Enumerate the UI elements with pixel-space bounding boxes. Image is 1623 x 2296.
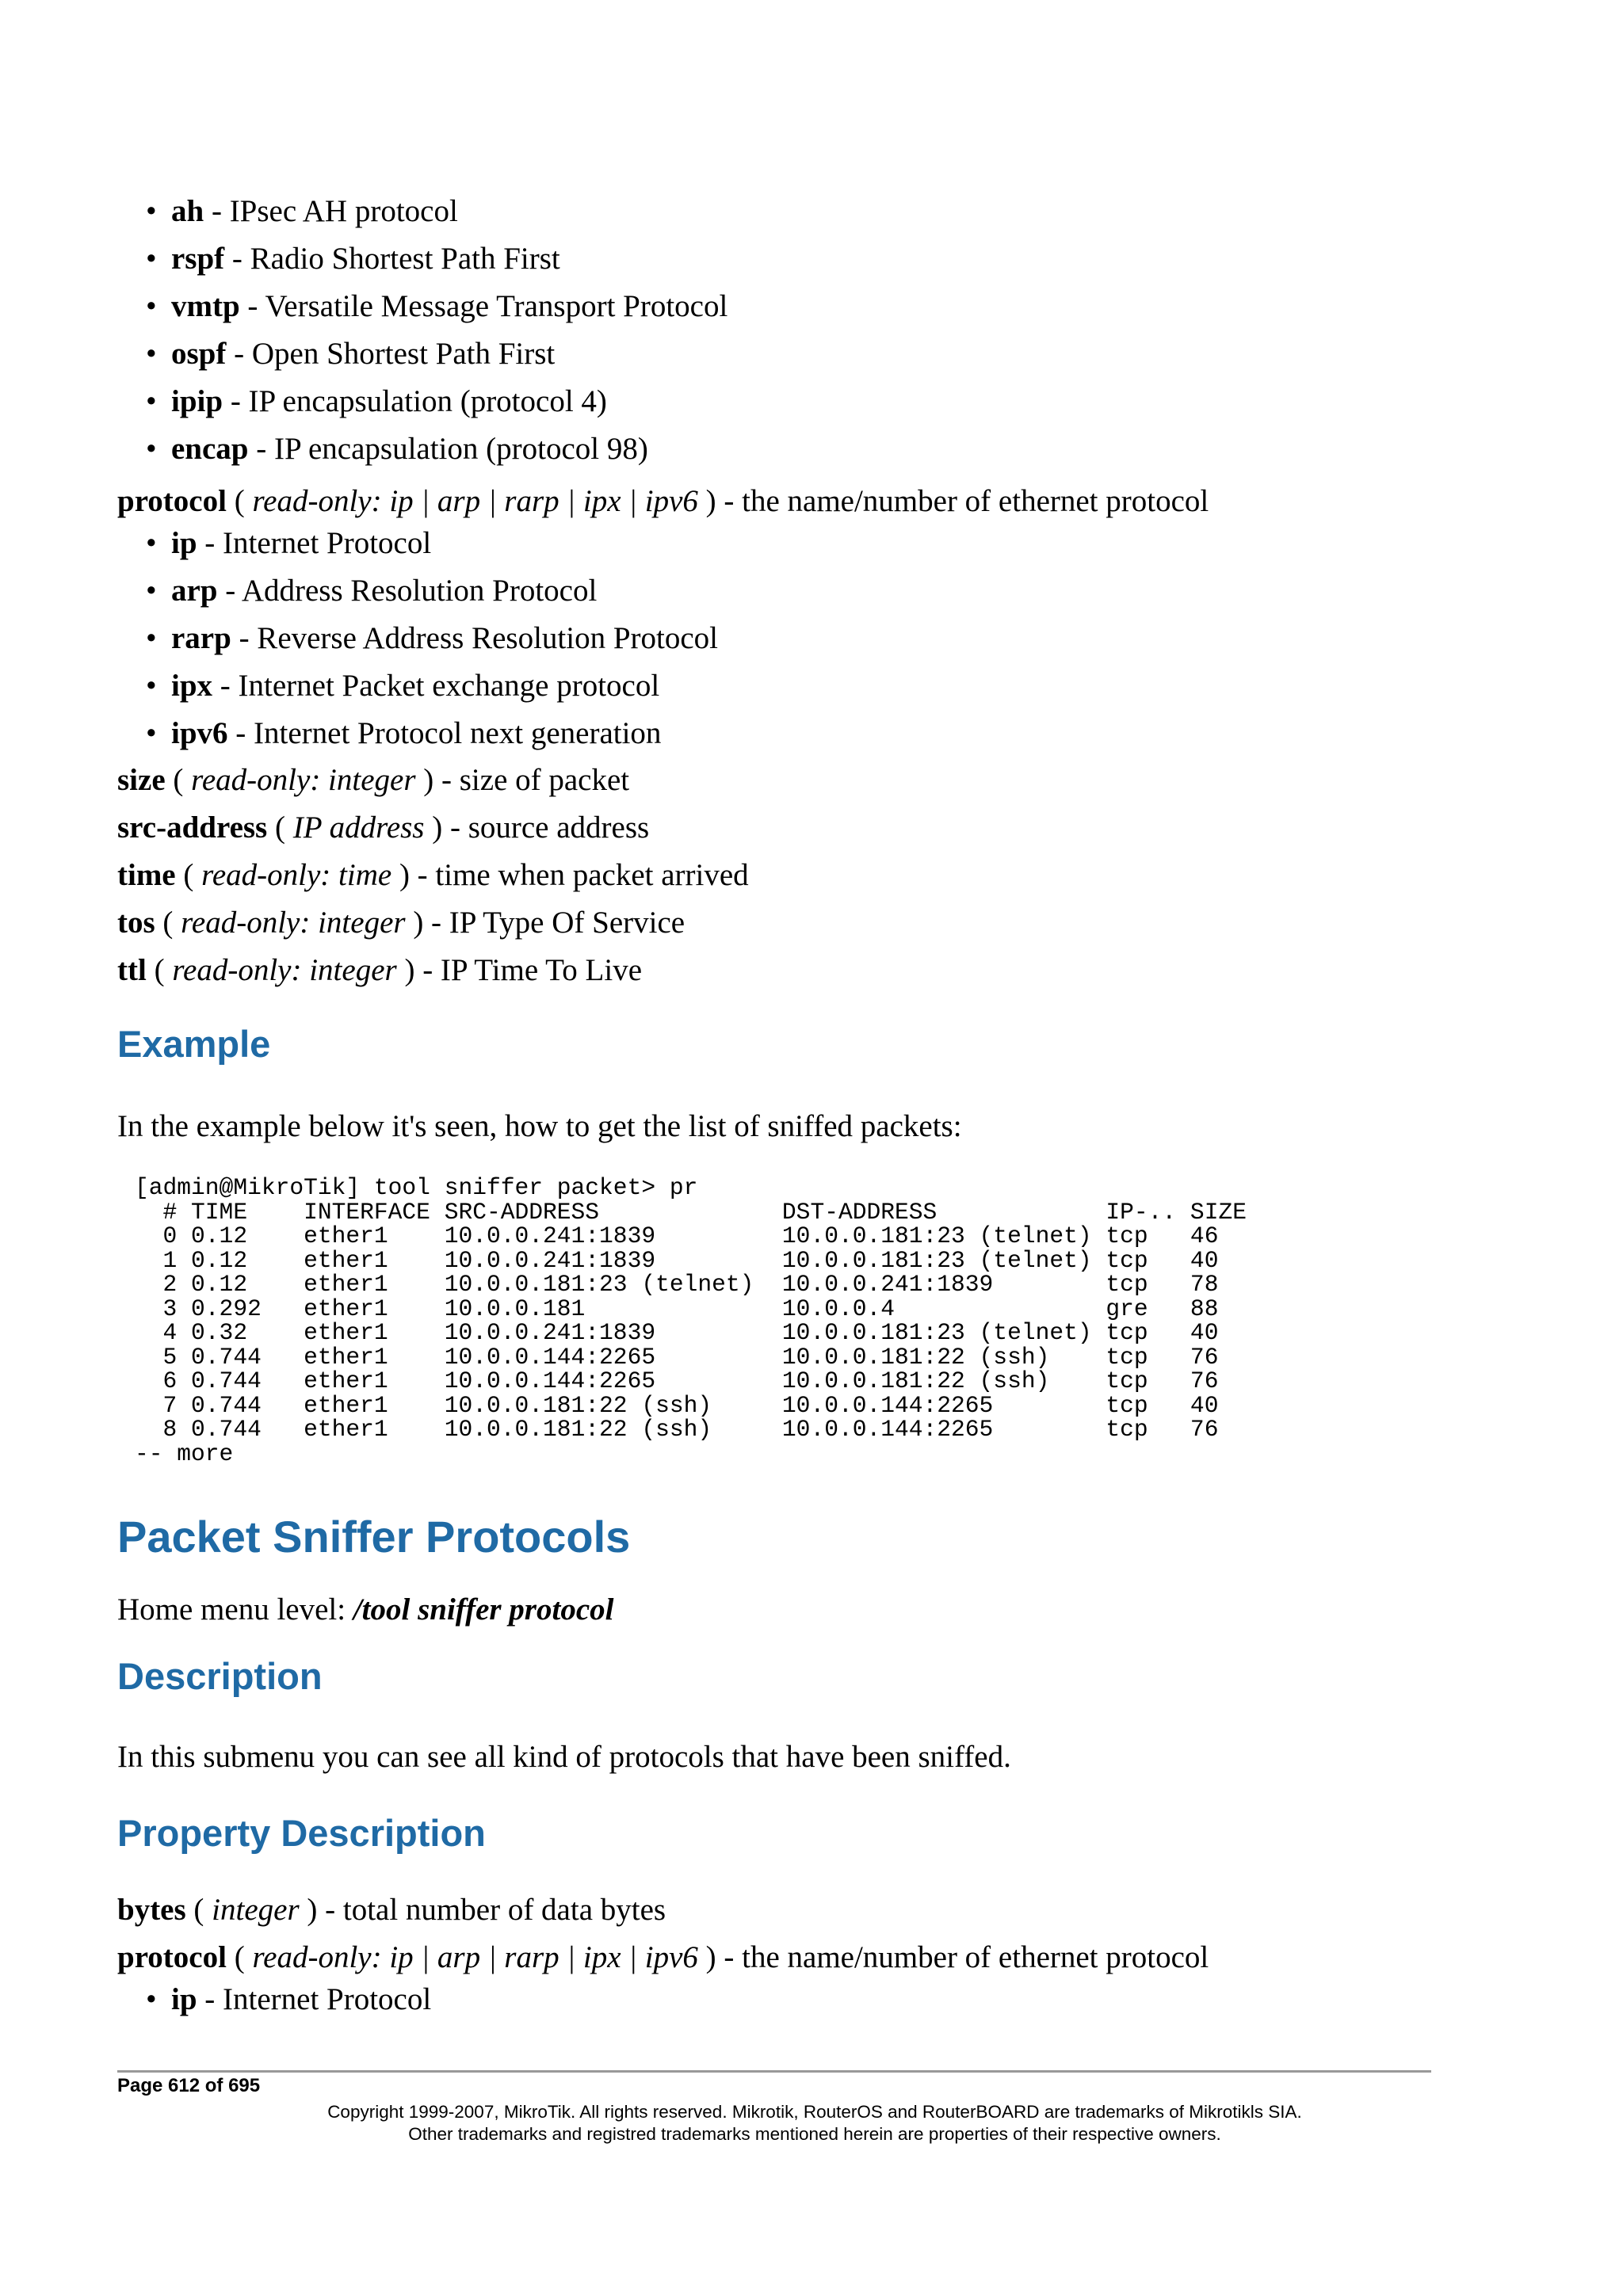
property-src-address: src-address ( IP address ) - source address (117, 810, 650, 845)
list-item: • vmtp - Versatile Message Transport Protocol (117, 283, 727, 330)
bullet-icon: • (146, 289, 157, 323)
property-protocol: protocol ( read-only: ip | arp | rarp | ipx | ipv6 ) - the name/number of ethernet protocol (117, 484, 1209, 518)
list-item: • rarp - Reverse Address Resolution Protocol (117, 615, 718, 662)
property-description-heading: Property Description (117, 1812, 486, 1854)
list-item: • ospf - Open Shortest Path First (117, 330, 727, 378)
property-size: size ( read-only: integer ) - size of packet (117, 763, 630, 797)
menu-path: /tool sniffer protocol (353, 1592, 614, 1627)
description-text: In this submenu you can see all kind of protocols that have been sniffed. (117, 1740, 1011, 1774)
list-item: • ip - Internet Protocol (117, 520, 718, 567)
last-bullet-list (117, 1976, 431, 2023)
bullet-icon: • (146, 1982, 157, 2016)
page-number: Page 612 of 695 (117, 2075, 261, 2096)
bullet-icon: • (146, 337, 157, 371)
bullet-icon: • (146, 242, 157, 276)
description-heading: Description (117, 1655, 323, 1697)
bullet-icon: • (146, 574, 157, 608)
property-list (117, 757, 749, 994)
list-item: • ip - Internet Protocol (117, 1976, 431, 2023)
protocol-bullet-list (117, 520, 718, 757)
list-item: • ah - IPsec AH protocol (117, 188, 727, 235)
bullet-icon: • (146, 526, 157, 560)
copyright-line-2: Other trademarks and registred trademarks mentioned herein are properties of their respective owners. (408, 2124, 1221, 2144)
list-item: • ipip - IP encapsulation (protocol 4) (117, 378, 727, 425)
list-item: • arp - Address Resolution Protocol (117, 567, 718, 615)
bullet-icon: • (146, 384, 157, 418)
list-item: • encap - IP encapsulation (protocol 98) (117, 425, 727, 473)
bullet-icon: • (146, 621, 157, 655)
home-menu-level: Home menu level: /tool sniffer protocol (117, 1592, 614, 1627)
property-time: time ( read-only: time ) - time when packet arrived (117, 858, 749, 892)
property-bytes: bytes ( integer ) - total number of data bytes (117, 1893, 666, 1927)
footer-rule (117, 2070, 1431, 2073)
example-heading: Example (117, 1023, 271, 1065)
code-block: [admin@MikroTik] tool sniffer packet> pr # TIME INTERFACE SRC-ADDRESS DST-ADDRESS IP-.. SIZE 0 0.12 ether1 10.0.0.241:1839 10.0.0.181:23 (telnet) tcp 46 1 0.12 ether1 10.0.0.241:1839 10.0.0.181:23 (telnet) tcp 40 2 0.12 ether1 10.0.0.181:23 (telnet) 10.0.0.241:1839 tcp 78 3 0.292 ether1 10.0.0.181 10.0.0.4 gre 88 4 0.32 ether1 10.0.0.241:1839 10.0.0.181:23 (telnet) tcp 40 5 0.744 ether1 10.0.0.144:2265 10.0.0.181:22 (ssh) tcp 76 6 0.744 ether1 10.0.0.144:2265 10.0.0.181:22 (ssh) tcp 76 7 0.744 ether1 10.0.0.181:22 (ssh) 10.0.0.144:2265 tcp 40 8 0.744 ether1 10.0.0.181:22 (ssh) 10.0.0.144:2265 tcp 76 -- more (135, 1174, 1247, 1467)
property-protocol-2: protocol ( read-only: ip | arp | rarp | ipx | ipv6 ) - the name/number of ethernet protocol (117, 1940, 1209, 1974)
property-tos: tos ( read-only: integer ) - IP Type Of Service (117, 906, 685, 940)
bullet-icon: • (146, 194, 157, 228)
example-text: In the example below it's seen, how to get the list of sniffed packets: (117, 1109, 962, 1143)
bullet-icon: • (146, 432, 157, 466)
property-ttl: ttl ( read-only: integer ) - IP Time To Live (117, 953, 642, 987)
top-bullet-list (117, 188, 727, 473)
bullet-icon: • (146, 716, 157, 750)
list-item: • ipx - Internet Packet exchange protocol (117, 662, 718, 710)
list-item: • ipv6 - Internet Protocol next generation (117, 710, 718, 757)
copyright-line-1: Copyright 1999-2007, MikroTik. All rights reserved. Mikrotik, RouterOS and RouterBOARD are trademarks of Mikrotikls SIA. (327, 2102, 1302, 2122)
bullet-icon: • (146, 669, 157, 703)
list-item: • rspf - Radio Shortest Path First (117, 235, 727, 283)
section-title: Packet Sniffer Protocols (117, 1512, 631, 1562)
